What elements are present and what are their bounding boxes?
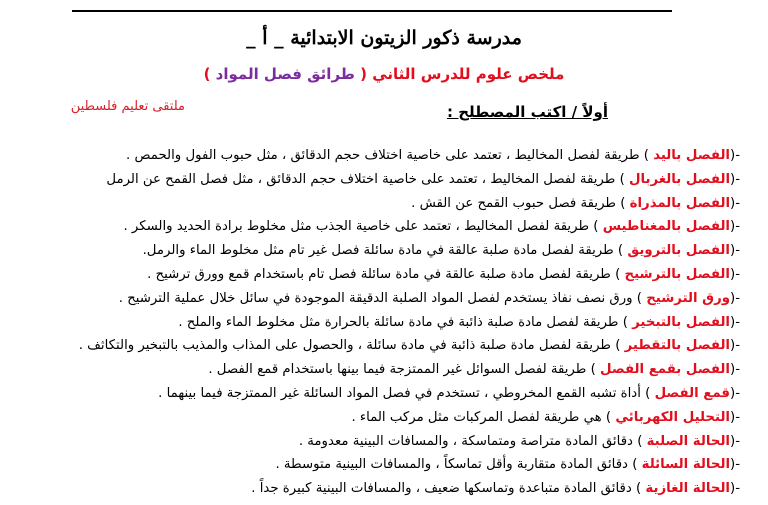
item-marker: -( (730, 243, 740, 259)
item-term: الفصل بالغربال (629, 171, 730, 187)
item-term: الفصل باليد (653, 148, 730, 163)
item-term: الفصل بالتقطير (624, 338, 730, 354)
definitions-list (25, 144, 740, 501)
item-marker: -( (730, 219, 740, 235)
top-border-line (72, 10, 672, 12)
item-definition: ) دقائق المادة متقاربة وأقل تماسكاً ، والمسافات البينية متوسطة . (275, 457, 642, 473)
item-marker: -( (730, 481, 740, 497)
item-term: الفصل بالمذراة (629, 195, 730, 211)
item-marker: -( (730, 290, 740, 306)
item-term: الفصل بالترويق (627, 243, 730, 259)
section-label: / اكتب المصطلح : (446, 103, 583, 121)
item-term: الحالة السائلة (641, 457, 730, 473)
item-definition: ) طريقة لفصل المخاليط ، تعتمد على خاصية الجذب مثل مخلوط برادة الحديد والسكر . (123, 219, 603, 235)
item-definition: ) دقائق المادة متراصة ومتماسكة ، والمسافات البينية معدومة . (298, 433, 647, 449)
item-marker: -( (730, 362, 740, 378)
item-marker: -( (730, 171, 740, 187)
item-definition: ) ورق نصف نفاذ يستخدم لفصل المواد الصلبة الدقيقة الموجودة في سائل خلال عملية الترشيح . (118, 290, 647, 306)
item-term: قمع الفصل (654, 385, 730, 401)
list-item (25, 382, 740, 406)
section-heading (447, 101, 608, 123)
item-definition: ) طريقة لفصل مادة صلبة عالقة في مادة سائلة فصل غير تام مثل مخلوط الماء والرمل. (142, 243, 628, 259)
item-term: الفصل بالتبخير (632, 314, 730, 330)
item-definition: ) طريقة لفصل المخاليط ، تعتمد على خاصية اختلاف حجم الدقائق ، مثل حبوب الفول والحمص . (126, 148, 654, 163)
list-item (25, 168, 740, 192)
list-item (25, 263, 740, 287)
item-definition: ) طريقة فصل حبوب القمح عن القش . (411, 195, 630, 211)
school-name: مدرسة ذكور الزيتون الابتدائية _ أ _ (246, 27, 522, 49)
item-term: ورق الترشيح (646, 290, 730, 306)
list-item (25, 239, 740, 263)
item-marker: -( (730, 314, 740, 330)
list-item (25, 477, 740, 501)
title-main: ملخص علوم للدرس الثاني ( (354, 65, 565, 83)
item-definition: ) طريقة لفصل مادة صلبة ذائبة في مادة سائلة ، والحصول على المذاب والمذيب بالتبخير والتكاثف . (78, 338, 625, 354)
section-number: أولاً (582, 103, 608, 121)
item-marker: -( (730, 385, 740, 401)
item-marker: -( (730, 409, 740, 425)
list-item (25, 334, 740, 358)
item-term: الحالة الصلبة (646, 433, 730, 449)
list-item (25, 406, 740, 430)
list-item (25, 215, 740, 239)
item-marker: -( (730, 433, 740, 449)
item-term: الفصل بالترشيح (624, 266, 730, 282)
list-item (25, 192, 740, 216)
item-term: التحليل الكهربائي (615, 409, 730, 425)
brand-label: ملتقى تعليم فلسطين (70, 99, 185, 114)
item-term: الفصل بالمغناطيس (602, 219, 730, 235)
item-definition: ) طريقة لفصل مادة صلبة عالقة في مادة سائلة فصل تام باستخدام قمع وورق ترشيح . (147, 266, 625, 282)
item-definition: ) هي طريقة لفصل المركبات مثل مركب الماء . (351, 409, 616, 425)
list-item (25, 144, 740, 168)
list-item (25, 430, 740, 454)
item-term: الفصل بقمع الفصل (599, 362, 730, 378)
item-marker: -( (730, 266, 740, 282)
item-marker: -( (730, 148, 740, 163)
list-item (25, 311, 740, 335)
list-item (25, 287, 740, 311)
item-term: الحالة الغازية (645, 481, 730, 497)
page-title (0, 64, 768, 84)
item-marker: -( (730, 338, 740, 354)
item-marker: -( (730, 457, 740, 473)
item-definition: ) أداة تشبه القمع المخروطي ، تستخدم في فصل المواد السائلة غير الممتزجة فيما بينهما . (158, 385, 655, 401)
list-item (25, 358, 740, 382)
item-definition: ) دقائق المادة متباعدة وتماسكها ضعيف ، والمسافات البينية كبيرة جداً . (251, 481, 646, 497)
item-definition: ) طريقة لفصل المخاليط ، تعتمد على خاصية اختلاف حجم الدقائق ، مثل فصل القمح عن الرمل (106, 171, 629, 187)
item-marker: -( (730, 195, 740, 211)
list-item (25, 453, 740, 477)
item-definition: ) طريقة لفصل مادة صلبة ذائبة في مادة سائلة بالحرارة مثل مخلوط الماء والملح . (178, 314, 633, 330)
item-definition: ) طريقة لفصل السوائل غير الممتزجة فيما بينها باستخدام قمع الفصل . (208, 362, 600, 378)
title-topic: طرائق فصل المواد (215, 65, 355, 83)
title-close: ) (203, 65, 216, 83)
